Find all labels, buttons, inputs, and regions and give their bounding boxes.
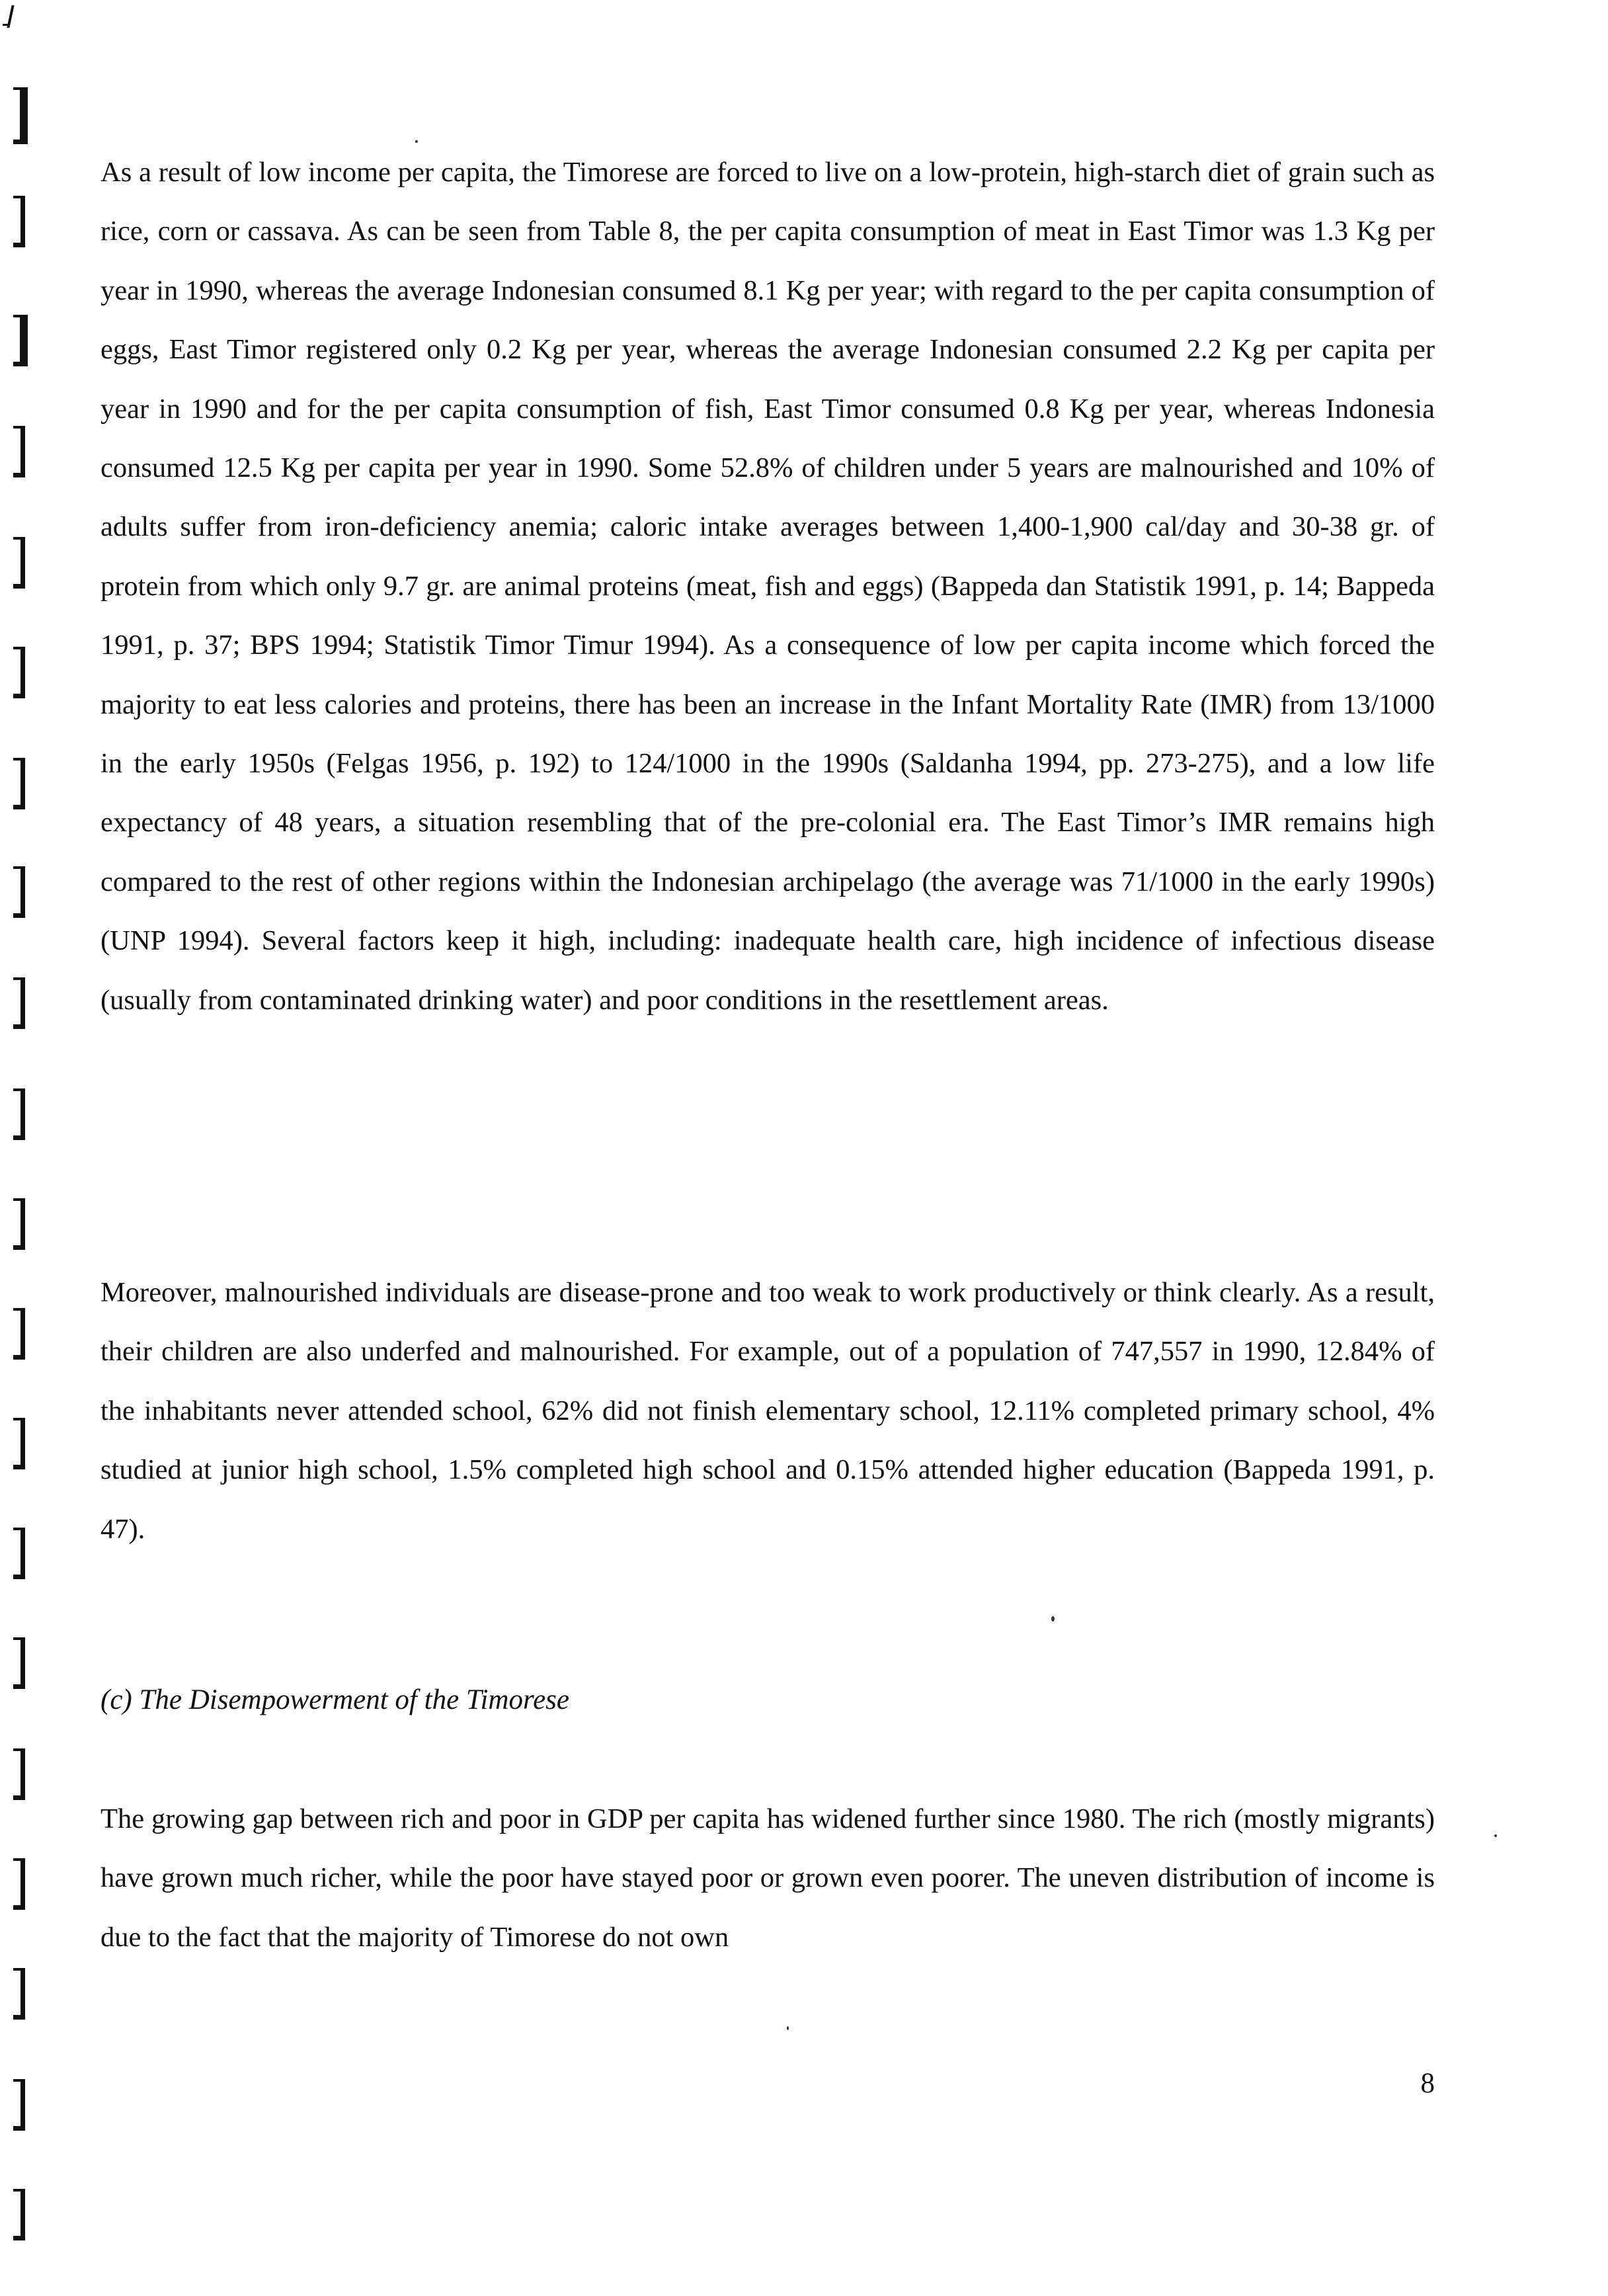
binding-bracket	[13, 1748, 25, 1800]
binding-bracket	[13, 196, 25, 247]
binding-bracket	[13, 2079, 25, 2131]
binding-marks	[0, 0, 40, 2296]
binding-bracket	[13, 1968, 25, 2020]
body-paragraph: The growing gap between rich and poor in GDP per capita has widened further since 1980. The rich (mostly migrants) have grown much richer, while the poor have stayed poor or grown even poorer. The uneven distribution of income is due to the fact that the majority of Timorese do not own	[100, 1803, 1435, 1953]
binding-bracket	[13, 758, 25, 809]
binding-bracket	[13, 1528, 25, 1579]
binding-bracket	[13, 647, 25, 698]
section-heading: (c) The Disempowerment of the Timorese	[100, 1684, 569, 1715]
binding-bracket	[13, 426, 25, 477]
binding-bracket	[13, 87, 28, 144]
scan-speck	[1494, 1834, 1497, 1837]
binding-bracket	[13, 1198, 25, 1250]
binding-bracket	[13, 977, 25, 1029]
binding-bracket	[13, 1088, 25, 1140]
scan-speck	[787, 2026, 789, 2030]
binding-bracket	[13, 1418, 25, 1469]
scan-speck	[1051, 1616, 1055, 1621]
body-paragraph: As a result of low income per capita, the Timorese are forced to live on a low-protein, high-starch diet of grain such as rice, corn or cassava. As can be seen from Table 8, the per capita consumption of meat in East Timor was 1.3 Kg per year in 1990, whereas the average Indonesian consumed 8.1 Kg per year; with regard to the per capita consumption of eggs, East Timor registered only 0.2 Kg per year, whereas the average Indonesian consumed 2.2 Kg per capita per year in 1990 and for the per capita consumption of fish, East Timor consumed 0.8 Kg per year, whereas Indonesia consumed 12.5 Kg per capita per year in 1990. Some 52.8% of children under 5 years are malnourished and 10% of adults suffer from iron-deficiency anemia; caloric intake averages between 1,400-1,900 cal/day and 30-38 gr. of protein from which only 9.7 gr. are animal proteins (meat, fish and eggs) (Bappeda dan Statistik 1991, p. 14; Bappeda 1991, p. 37; BPS 1994; Statistik Timor Timur 1994). As a consequence of low per capita income which forced the majority to eat less calories and proteins, there has been an increase in the Infant Mortality Rate (IMR) from 13/1000 in the early 1950s (Felgas 1956, p. 192) to 124/1000 in the 1990s (Saldanha 1994, pp. 273-275), and a low life expectancy of 48 years, a situation resembling that of the pre-colonial era. The East Timor’s IMR remains high compared to the rest of other regions within the Indonesian archipelago (the average was 71/1000 in the early 1990s) (UNP 1994). Several factors keep it high, including: inadequate health care, high incidence of infectious disease (usually from contaminated drinking water) and poor conditions in the resettlement areas.	[100, 157, 1435, 1016]
page-number: 8	[1420, 2068, 1435, 2099]
binding-bracket	[13, 1858, 25, 1910]
binding-bracket	[13, 537, 25, 589]
binding-bracket	[13, 315, 28, 366]
body-paragraph: Moreover, malnourished individuals are disease-prone and too weak to work productively or think clearly. As a result, their children are also underfed and malnourished. For example, out of a population of 747,557 in 1990, 12.84% of the inhabitants never attended school, 62% did not finish elementary school, 12.11% completed primary school, 4% studied at junior high school, 1.5% completed high school and 0.15% attended higher education (Bappeda 1991, p. 47).	[100, 1277, 1435, 1545]
corner-dash	[3, 24, 9, 26]
binding-bracket	[13, 1308, 25, 1360]
binding-bracket	[13, 1637, 25, 1689]
binding-bracket	[13, 866, 25, 918]
binding-bracket	[13, 2189, 25, 2240]
